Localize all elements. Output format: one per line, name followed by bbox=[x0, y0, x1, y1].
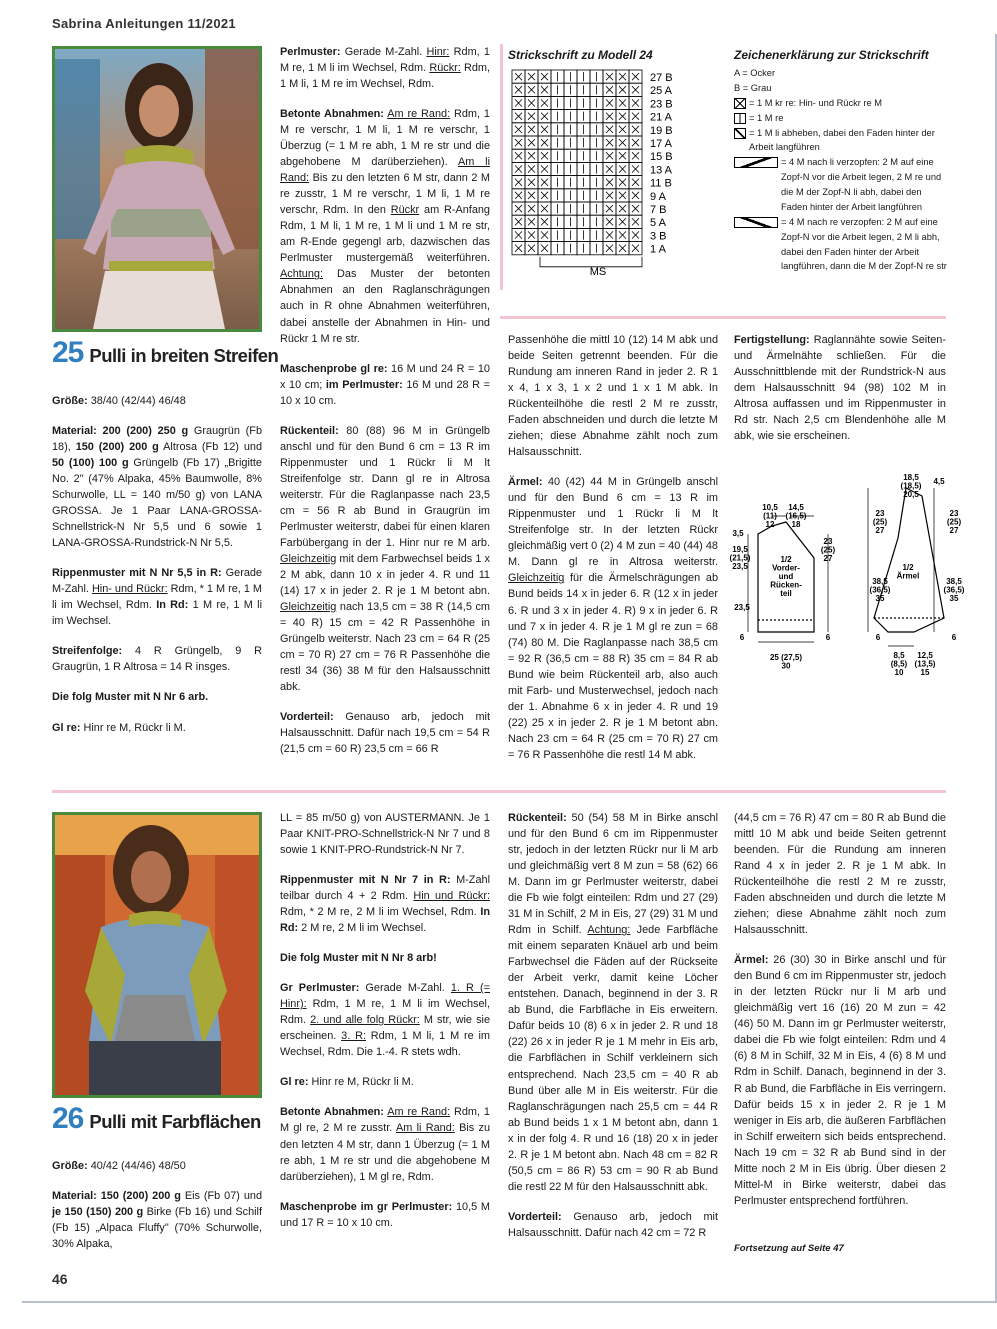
chart-repeat-label: MS bbox=[589, 265, 607, 278]
label: Rückenteil: bbox=[280, 424, 339, 437]
text: Altrosa (Fb 12) und bbox=[158, 441, 262, 454]
text: nach 13,5 cm = 38 R (14,5 cm = 40 R) 15 cm = 42 R Passenhöhe in Grüngelb weiterstr. Nach 23 cm = 64 R (25 cm = 70 R) 27 cm = 76 R Passenhöhe die restl 34 (36) 38 M für den Halsausschnitt abk. bbox=[280, 601, 490, 694]
text: 26 (30) 30 in Birke anschl und für den Bund 6 cm im Rippenmuster str, jedoch in der letzten Rückr nur li M arb und gleichmäßig vert 16 (16) 20 M zun = 42 (46) 50 M. Dann im gr Perlmuster weiterstr, dabei die Fb wie folgt einteilen: Rdm und 4 (6) 8 M in Schilf, 32 M in Eis, 4 (6) 8 M und Rdm in Schilf. Danach, beginnend in der 3. R ab Bund, die Farbfläche in Eis verringern. Dafür beids 15 x in jeder 2. R je 1 M weniger in Eis arb, die äußeren Farbflächen in Schilf erweitern sich beids entsprechend. Nach 19 cm = 32 R ab Bund sind in der Mitte noch 2 M in Eis übrig. Über diesen 2 Mittel-M in Birke weiterstr, dabei das Perlmuster entsprechend fortführen. bbox=[734, 954, 946, 1207]
text: Am li Rand: bbox=[280, 156, 491, 185]
cross-stitch bbox=[528, 139, 535, 146]
measurement: (11) bbox=[763, 511, 777, 521]
label: In Rd: bbox=[156, 599, 189, 612]
text: Rdm, 1 M li, 1 M re im Wechsel, Rdm. bbox=[280, 62, 491, 91]
label: Fertigstellung: bbox=[734, 334, 810, 346]
text: 80 (88) 96 M in Grüngelb anschl und für den Bund 6 cm = 13 R im Rippenmuster und 1 Rückr li M lt Streifenfolge str. Dann gl re in Altrosa weiterstr. Für die Raglanpasse nach 23,5 cm = 56 R ab Bund in Graugrün im Perlmuster weiterstr, dabei für einen klaren Farbübergang in der 1. Hinr nur re M arb. bbox=[280, 424, 490, 549]
text: 2 M re, 2 M li im Wechsel. bbox=[298, 922, 427, 935]
model-26-heading bbox=[52, 1102, 261, 1136]
label: Perlmuster: bbox=[280, 46, 341, 58]
cross-stitch bbox=[619, 192, 626, 199]
cross-stitch bbox=[515, 218, 522, 225]
measurement: 3,5 bbox=[732, 529, 744, 538]
text: Hin und Rückr: bbox=[413, 890, 490, 903]
model-25-photo bbox=[52, 46, 262, 332]
chart-row-label: 25 A bbox=[650, 85, 673, 98]
model-26-column-3 bbox=[508, 810, 718, 1255]
cross-stitch bbox=[632, 73, 639, 80]
body-label: teil bbox=[780, 589, 792, 598]
page-number: 46 bbox=[52, 1271, 68, 1287]
text: Rdm, 1 M re, 1 M li im Wechsel, Rdm. bbox=[280, 998, 490, 1027]
text: 1. R (= Hinr): bbox=[280, 982, 490, 1011]
chart-row-label: 1 A bbox=[650, 243, 666, 256]
cross-stitch bbox=[632, 245, 639, 252]
chart-row-label: 5 A bbox=[650, 217, 666, 230]
cross-stitch bbox=[528, 179, 535, 186]
cross-stitch bbox=[619, 113, 626, 120]
cross-stitch bbox=[606, 192, 613, 199]
text: 50 (54) 58 M in Birke anschl und für den Bund 6 cm im Rippenmuster str, jedoch in der letzten Rückr nur li M arb und gleichmäßig vert 8 M zun = 58 (62) 66 M. Dann im gr Perlmuster weiterstr, dabei die Fb wie folgt einteilen: Rdm und 27 (29) 31 M in Schilf, 2 M in Eis, 27 (29) 31 M und Rdm in Schilf. bbox=[508, 812, 718, 937]
measurement: 27 bbox=[949, 526, 959, 535]
label: Die folg Muster mit N Nr 8 arb! bbox=[280, 952, 437, 965]
cross-stitch bbox=[606, 165, 613, 172]
chart-title: Strickschrift zu Modell 24 bbox=[508, 48, 653, 62]
legend-x: = 1 M kr re: Hin- und Rückr re M bbox=[749, 97, 883, 108]
cross-stitch bbox=[619, 165, 626, 172]
measurement: (36,5) bbox=[943, 585, 965, 595]
measurement: 8,5 bbox=[893, 651, 905, 660]
cross-stitch bbox=[606, 245, 613, 252]
body-label: Rücken- bbox=[770, 580, 802, 590]
cross-stitch bbox=[541, 245, 548, 252]
measurement: 35 bbox=[875, 594, 885, 603]
cross-stitch bbox=[515, 205, 522, 212]
label: Vorderteil: bbox=[508, 1210, 562, 1223]
text: 1 M re, 1 M li im Wechsel. bbox=[52, 599, 262, 628]
text: 4 R Grüngelb, 9 R Graugrün, 1 R Altrosa = 14 R insges. bbox=[52, 645, 262, 674]
text: Eis (Fb 07) und bbox=[180, 1190, 263, 1203]
cross-stitch bbox=[632, 192, 639, 199]
knitting-chart bbox=[510, 68, 700, 290]
text: Rdm, 1 M li, 1 M re im Wechsel, Rdm. Die 1.-4. R stets wdh. bbox=[280, 1030, 490, 1059]
cross-stitch bbox=[515, 139, 522, 146]
cross-stitch bbox=[632, 205, 639, 212]
text: Grüngelb (Fb 17) „Brigitte No. 2" (47% Alpaka, 45% Baumwolle, 8% Schurwolle, LL = 140 m/50 g) von LANA GROSSA. Je 1 Paar LANA-GROSSA-Schnellstrick-N Nr 5,5 und 6 sowie 1 LANA-GROSSA-Rundstrick-N Nr 5,5. bbox=[52, 457, 262, 550]
text: Rdm, 1 M re verschr, 1 M li, 1 M re verschr, 1 Überzug (= 1 M re abh, 1 M re str und die abgehobene M darüberziehen). bbox=[280, 108, 490, 169]
cross-stitch bbox=[606, 231, 613, 238]
cross-stitch bbox=[541, 73, 548, 80]
cross-stitch bbox=[541, 179, 548, 186]
model-26-photo bbox=[52, 812, 262, 1098]
label: Vorderteil: bbox=[280, 711, 334, 724]
cross-stitch bbox=[515, 165, 522, 172]
cross-stitch bbox=[606, 113, 613, 120]
text: 40/42 (44/46) 48/50 bbox=[87, 1160, 186, 1172]
chart-row-label: 23 B bbox=[650, 98, 673, 111]
model-26-column-4 bbox=[734, 810, 946, 1223]
cross-stitch bbox=[606, 86, 613, 93]
label: 50 (100) 100 g bbox=[52, 457, 129, 470]
chart-row-label: 17 A bbox=[650, 138, 673, 150]
cross-stitch bbox=[515, 126, 522, 133]
model-25-column-2 bbox=[280, 44, 490, 771]
text: Jede Farbfläche mit einem separaten Knäuel arb und beim Farbwechsel die Fäden auf der Rückseite der Arbeit verkr, damit keine Löcher entstehen. Danach, beginnend in der 3. R ab Bund, die Farbfläche in Eis erweitern. Dafür beids 10 (8) 6 x in jeder 2. R und 18 (22) 26 x in jeder R je 1 M mehr in Eis arb, die Farbflächen in Schilf verkleinern sich entsprechend. Nach 23,5 cm = 40 R ab Bund über alle M in Eis weiterstr. Für die Raglanschrägungen nach 25,5 cm = 44 R ab Bund beids 1 x 1 M betont abn, dann 1 x in der folg 4. R und 16 (18) 20 x in jeder 2. R je 1 M betont abn. Nach 48 cm = 82 R (50,5 cm = 86 R) 53 cm = 90 R ab Bund die restl 22 M für den Halsausschnitt abk. bbox=[508, 924, 719, 1193]
measurement: 23 bbox=[875, 509, 885, 518]
label: Gl re: bbox=[52, 721, 81, 734]
text: Rdm, * 2 M re, 2 M li im Wechsel, Rdm. bbox=[280, 906, 481, 919]
text: M-Zahl teilbar durch 4 + 2 Rdm. bbox=[280, 874, 490, 903]
measurement: (8,5) bbox=[890, 659, 908, 669]
measurement: 27 bbox=[875, 526, 885, 535]
label: In Rd: bbox=[280, 906, 490, 935]
text: Passenhöhe die mittl 10 (12) 14 M abk und beide Seiten getrennt beenden. Für die Rundung am inneren Rand in jeder 2. R 1 x 4, 1 x 3, 1 x 2 und 1 x 1 M abk. In Rückenteilhöhe die restl 2 M re zusstr, Faden abschneiden und durch die letzte M ziehen; diese Abnahme zählt noch zum Halsausschnitt. bbox=[508, 334, 718, 459]
body-label: Vorder- bbox=[772, 563, 800, 573]
cross-stitch bbox=[541, 218, 548, 225]
cross-stitch bbox=[632, 179, 639, 186]
cross-stitch bbox=[528, 245, 535, 252]
cross-stitch bbox=[541, 165, 548, 172]
model-25-heading bbox=[52, 336, 278, 370]
model-25-column-1 bbox=[52, 393, 262, 750]
text: 10,5 M und 17 R = 10 x 10 cm. bbox=[280, 1200, 490, 1229]
cross-stitch bbox=[606, 126, 613, 133]
measurement: 23,5 bbox=[734, 603, 750, 612]
cross-stitch bbox=[515, 152, 522, 159]
label: Gr Perlmuster: bbox=[280, 982, 360, 995]
label: Material: 200 (200) 250 g bbox=[52, 425, 189, 438]
measurement: 18 bbox=[791, 520, 801, 529]
cross-stitch bbox=[541, 192, 548, 199]
chart-legend bbox=[734, 66, 948, 274]
cross-stitch bbox=[515, 99, 522, 106]
text: Genauso arb, jedoch mit Halsausschnitt. Dafür nach 19,5 cm = 54 R (21,5 cm = 60 R) 23,5 cm = 66 R bbox=[280, 711, 490, 756]
text: Hinr re M, Rückr li M. bbox=[308, 1076, 414, 1089]
text: 40 (42) 44 M in Grüngelb anschl und für den Bund 6 cm = 13 R im Rippenmuster und 1 Rückr li M lt Streifenfolge str. In der letzten Rückr gleichmäßig vert 0 (2) 4 M zun = 40 (44) 48 M. Dann gl re in Altrosa weiterstr. bbox=[508, 476, 718, 569]
text: Raglannähte sowie Seiten- und Ärmelnähte schließen. Für die Ausschnittblende mit der Rundstrick-N aus dem Halsausschnitt 94 (98) 102 M in Altrosa auffassen und im Rippenmuster in Rd str. Nach 2,5 cm Blendenhöhe alle M abk, wie sie erscheinen. bbox=[734, 334, 946, 443]
cross-stitch bbox=[541, 139, 548, 146]
measurement: 14,5 bbox=[788, 503, 804, 512]
chart-row-label: 19 B bbox=[650, 124, 673, 137]
cross-stitch bbox=[515, 113, 522, 120]
label: 150 (200) 200 g bbox=[75, 441, 159, 454]
cross-stitch bbox=[541, 231, 548, 238]
model-26-column-2 bbox=[280, 810, 490, 1245]
cross-stitch bbox=[619, 99, 626, 106]
text: Am re Rand: bbox=[387, 1106, 451, 1119]
cross-stitch bbox=[528, 99, 535, 106]
legend-title: Zeichenerklärung zur Strickschrift bbox=[734, 48, 929, 62]
measurement: 10 bbox=[894, 668, 904, 677]
cross-stitch bbox=[528, 152, 535, 159]
cross-stitch bbox=[541, 152, 548, 159]
body-label: und bbox=[778, 572, 794, 581]
model-25-column-4 bbox=[734, 332, 946, 458]
measurement: (21,5) bbox=[729, 553, 751, 563]
text: Achtung: bbox=[280, 268, 323, 281]
legend-c1: = 4 M nach li verzopfen: 2 M auf eine Zopf-N vor die Arbeit legen, 2 M re und die M der Zopf-N li abh, dabei den Faden hinter der Arbeit langführen bbox=[781, 157, 942, 212]
model-26-column-1 bbox=[52, 1158, 262, 1266]
text: Hin- und Rückr: bbox=[91, 583, 168, 596]
cross-stitch bbox=[528, 165, 535, 172]
text: Achtung: bbox=[587, 924, 631, 937]
legend-c2: = 4 M nach re verzopfen: 2 M auf eine Zopf-N vor die Arbeit legen, 2 M li abh, dabei den Faden hinter der Arbeit langführen, dann die M der Zopf-N re str bbox=[781, 216, 947, 272]
sleeve-label: Ärmel bbox=[896, 571, 920, 581]
text: Das Muster der betonten Abnahmen an den Raglanschrägungen auch in R ohne Abnahmen weiterführen, dabei anstelle der Abnahmen in Hin- und Rückr 1 M re str. bbox=[280, 268, 490, 345]
cross-stitch bbox=[541, 205, 548, 212]
label: Größe: bbox=[52, 395, 88, 407]
text: Am re Rand: bbox=[387, 108, 451, 121]
text: Rdm, * 1 M re, 1 M li im Wechsel, Rdm. bbox=[52, 583, 262, 612]
text: Hinr: bbox=[426, 46, 450, 58]
cable-left-icon bbox=[734, 157, 778, 168]
cross-stitch bbox=[632, 231, 639, 238]
cross-stitch bbox=[619, 152, 626, 159]
cross-stitch bbox=[632, 139, 639, 146]
text: (44,5 cm = 76 R) 47 cm = 80 R ab Bund die mittl 10 M abk und beide Seiten getrennt beenden. Für die Rundung am inneren Rand 4 x in jeder 2. R je 1 M abk. In Rückenteilhöhe die restl 2 M re zusstr, Faden abschneiden und durch die letzte M ziehen; diese Abnahme zählt noch zum Halsausschnitt. bbox=[734, 812, 946, 937]
text: Gleichzeitig bbox=[508, 572, 565, 585]
cross-stitch bbox=[528, 192, 535, 199]
cross-stitch bbox=[606, 179, 613, 186]
cross-stitch bbox=[619, 179, 626, 186]
cross-stitch bbox=[632, 113, 639, 120]
label: Rippenmuster mit N Nr 7 in R: bbox=[280, 874, 451, 887]
label: Betonte Abnahmen: bbox=[280, 108, 384, 121]
label: Ärmel: bbox=[508, 476, 543, 489]
label: Betonte Abnahmen: bbox=[280, 1106, 384, 1119]
measurement: 12 bbox=[765, 520, 775, 529]
cross-stitch bbox=[606, 218, 613, 225]
cross-stitch bbox=[528, 231, 535, 238]
cross-stitch bbox=[619, 139, 626, 146]
measurement: 6 bbox=[951, 633, 957, 642]
bottom-border bbox=[22, 1301, 997, 1303]
text: mit dem Farbwechsel beids 1 x 2 M abk, dann 10 x in jeder 4. R und 11 (14) 17 x in jeder 2. R je 1 M betont abn. bbox=[280, 552, 490, 597]
schematic-diagram bbox=[728, 470, 965, 682]
cross-stitch bbox=[632, 126, 639, 133]
measurement: 19,5 bbox=[732, 545, 748, 554]
vertical-bar-icon bbox=[734, 113, 746, 124]
text: für die Ärmelschrägungen ab Bund beids 14 x in jeder 6. R (12 x in jeder 6. R und 3 x in jeder 4. R) 9 x in jeder 6. R und 7 x in jeder 4. R je 1 M gl re zun = 68 (74) 80 M. Die Raglanpasse nach 38,5 cm = 92 R (36,5 cm = 88 R) 35 cm = 84 R ab Bund wie beim Rückenteil arb, also auch mit Farb- und Musterwechsel, jedoch nach der 1. Abnahme 6 x in jeder 4. R und 19 (22) 25 x in jeder 2. R je 1 M betont abn. Nach 23 cm = 64 R (25 cm = 70 R) 27 cm = 76 R Passenhöhe die restl 14 M abk. bbox=[508, 572, 718, 761]
cross-stitch bbox=[528, 218, 535, 225]
measurement: 6 bbox=[739, 633, 745, 642]
cross-stitch bbox=[619, 126, 626, 133]
cross-stitch bbox=[528, 205, 535, 212]
chart-row-label: 11 B bbox=[650, 177, 672, 190]
text: LL = 85 m/50 g) von AUSTERMANN. Je 1 Paar KNIT-PRO-Schnellstrick-N Nr 7 und 8 sowie 1 KNIT-PRO-Rundstrick-N Nr 7. bbox=[280, 812, 490, 857]
cross-stitch bbox=[515, 192, 522, 199]
text: Gerade M-Zahl. bbox=[52, 567, 262, 596]
cross-stitch bbox=[528, 86, 535, 93]
measurement: (16,5) bbox=[785, 511, 807, 521]
cross-stitch bbox=[541, 126, 548, 133]
slip-symbol-icon bbox=[734, 128, 746, 139]
measurement: 30 bbox=[781, 661, 791, 671]
cross-stitch bbox=[515, 73, 522, 80]
cross-stitch bbox=[632, 99, 639, 106]
text: Genauso arb, jedoch mit Halsausschnitt. Dafür nach 42 cm = 72 R bbox=[508, 1210, 718, 1239]
measurement: 25 (27,5) bbox=[769, 653, 803, 662]
chart-row-label: 27 B bbox=[650, 72, 673, 84]
text: Graugrün (Fb 18), bbox=[52, 425, 262, 454]
label: Maschenprobe im gr Perlmuster: bbox=[280, 1200, 453, 1213]
text: Rdm, 1 M re, 1 M li im Wechsel, Rdm. bbox=[280, 46, 490, 75]
measurement: 12,5 bbox=[917, 651, 933, 660]
measurement: 38,5 bbox=[872, 577, 888, 586]
divider bbox=[500, 44, 503, 290]
cross-stitch bbox=[606, 139, 613, 146]
text: Gerade M-Zahl. bbox=[340, 46, 427, 58]
chart-row-label: 7 B bbox=[650, 204, 667, 216]
measurement: 6 bbox=[825, 633, 831, 642]
legend-a: A = Ocker bbox=[734, 68, 776, 78]
cross-stitch bbox=[541, 113, 548, 120]
body-label: 1/2 bbox=[780, 555, 792, 564]
measurement: (18,5) bbox=[900, 481, 922, 491]
text: Bis zu den letzten 6 M str, dann 2 M re zusstr, 1 M re verschr, 1 M li, 1 M re verschr, Rdm. In den bbox=[280, 172, 490, 217]
model-title: Pulli mit Farbflächen bbox=[89, 1111, 261, 1132]
cross-stitch bbox=[619, 218, 626, 225]
cross-stitch bbox=[515, 179, 522, 186]
cross-stitch bbox=[632, 165, 639, 172]
measurement: 27 bbox=[823, 554, 833, 563]
cross-stitch bbox=[528, 113, 535, 120]
text: 16 M und 28 R = 10 x 10 cm. bbox=[280, 378, 490, 407]
label: Maschenprobe gl re: bbox=[280, 362, 388, 375]
text: 3. R: bbox=[341, 1030, 366, 1043]
text: 2. und alle folg Rückr: bbox=[310, 1014, 420, 1027]
label: Die folg Muster mit N Nr 6 arb. bbox=[52, 691, 209, 704]
text: Rückr bbox=[390, 204, 420, 217]
label: Rückenteil: bbox=[508, 812, 567, 824]
cable-right-icon bbox=[734, 217, 778, 228]
text: M str, wie sie erscheinen. bbox=[280, 1014, 490, 1043]
measurement: 18,5 bbox=[903, 473, 919, 482]
chart-row-label: 13 A bbox=[650, 164, 673, 177]
cross-stitch bbox=[632, 86, 639, 93]
model-25-column-3 bbox=[508, 332, 718, 777]
sleeve-label: 1/2 bbox=[902, 563, 914, 572]
measurement: 4,5 bbox=[933, 477, 945, 486]
text: Gerade M-Zahl. bbox=[359, 982, 451, 995]
measurement: 35 bbox=[949, 594, 959, 603]
label: je 150 (150) 200 g bbox=[52, 1206, 144, 1219]
cross-stitch bbox=[528, 126, 535, 133]
cross-stitch bbox=[606, 99, 613, 106]
text: am R-Anfang Rdm, 1 M li, 1 M re, 1 M li und 1 M re str, am R-Ende gegengl arb, dazwischen das Perlmuster mustergemäß weiterführen. bbox=[280, 204, 490, 265]
cross-stitch bbox=[619, 205, 626, 212]
text: Gleichzeitig bbox=[280, 601, 337, 613]
label: im Perlmuster: bbox=[325, 378, 403, 391]
measurement: (36,5) bbox=[869, 585, 891, 595]
measurement: (25) bbox=[872, 517, 888, 527]
model-number: 26 bbox=[52, 1102, 84, 1135]
cross-stitch bbox=[619, 231, 626, 238]
label: Ärmel: bbox=[734, 954, 769, 967]
text: Rückr: bbox=[429, 62, 461, 75]
cross-stitch bbox=[606, 73, 613, 80]
cross-stitch bbox=[632, 152, 639, 159]
measurement: 23,5 bbox=[732, 562, 748, 571]
chart-row-label: 15 B bbox=[650, 151, 673, 164]
model-number: 25 bbox=[52, 336, 84, 369]
measurement: (25) bbox=[820, 545, 836, 555]
cross-stitch bbox=[606, 152, 613, 159]
text: Bis zu den letzten 4 M str, dann 1 Überzug (= 1 M re abh, 1 M re str und die abgehobene M darüberziehen), 1 M gl re, Rdm. bbox=[280, 1122, 491, 1183]
text: Gleichzeitig bbox=[280, 552, 337, 565]
cross-stitch bbox=[619, 86, 626, 93]
text: Hinr re M, Rückr li M. bbox=[80, 721, 186, 734]
text: Birke (Fb 16) und Schilf (Fb 15) „Alpaca Fluffy" (70% Schurwolle, 30% Alpaka, bbox=[52, 1206, 262, 1251]
text: Am li Rand: bbox=[395, 1122, 455, 1135]
model-title: Pulli in breiten Streifen bbox=[89, 345, 279, 366]
measurement: 6 bbox=[875, 633, 881, 642]
measurement: 23 bbox=[823, 537, 833, 546]
cross-stitch bbox=[541, 86, 548, 93]
text: 16 M und 24 R = 10 x 10 cm; bbox=[280, 362, 490, 391]
cross-stitch bbox=[528, 73, 535, 80]
cross-symbol-icon bbox=[734, 98, 746, 109]
cross-stitch bbox=[515, 231, 522, 238]
chart-row-label: 3 B bbox=[650, 230, 667, 243]
text: Rdm, 1 M gl re, 2 M re zusstr. bbox=[280, 1106, 490, 1135]
cross-stitch bbox=[515, 86, 522, 93]
label: Größe: bbox=[52, 1160, 88, 1172]
legend-s: = 1 M li abheben, dabei den Faden hinter der Arbeit langführen bbox=[749, 127, 935, 153]
label: Streifenfolge: bbox=[52, 645, 123, 658]
cross-stitch bbox=[515, 245, 522, 252]
label: Gl re: bbox=[280, 1076, 309, 1089]
measurement: (13,5) bbox=[914, 659, 936, 669]
measurement: (25) bbox=[946, 517, 962, 527]
legend-b: B = Grau bbox=[734, 82, 772, 93]
measurement: 15 bbox=[920, 668, 930, 677]
continued-note: Fortsetzung auf Seite 47 bbox=[734, 1243, 844, 1254]
measurement: 20,5 bbox=[903, 490, 919, 499]
label: Rippenmuster mit N Nr 5,5 in R: bbox=[52, 567, 222, 580]
cross-stitch bbox=[632, 218, 639, 225]
label: Material: 150 (200) 200 g bbox=[52, 1190, 181, 1203]
measurement: 38,5 bbox=[946, 577, 962, 586]
cross-stitch bbox=[541, 99, 548, 106]
divider bbox=[52, 790, 946, 793]
measurement: 10,5 bbox=[762, 503, 778, 512]
sleeve-outline bbox=[874, 488, 944, 632]
divider bbox=[500, 316, 946, 319]
text: 38/40 (42/44) 46/48 bbox=[87, 395, 186, 407]
cross-stitch bbox=[619, 245, 626, 252]
cross-stitch bbox=[619, 73, 626, 80]
measurement: 23 bbox=[949, 509, 959, 518]
chart-row-label: 21 A bbox=[650, 111, 673, 124]
page-header: Sabrina Anleitungen 11/2021 bbox=[52, 16, 236, 31]
legend-i: = 1 M re bbox=[749, 112, 784, 123]
chart-row-label: 9 A bbox=[650, 190, 666, 203]
cross-stitch bbox=[606, 205, 613, 212]
